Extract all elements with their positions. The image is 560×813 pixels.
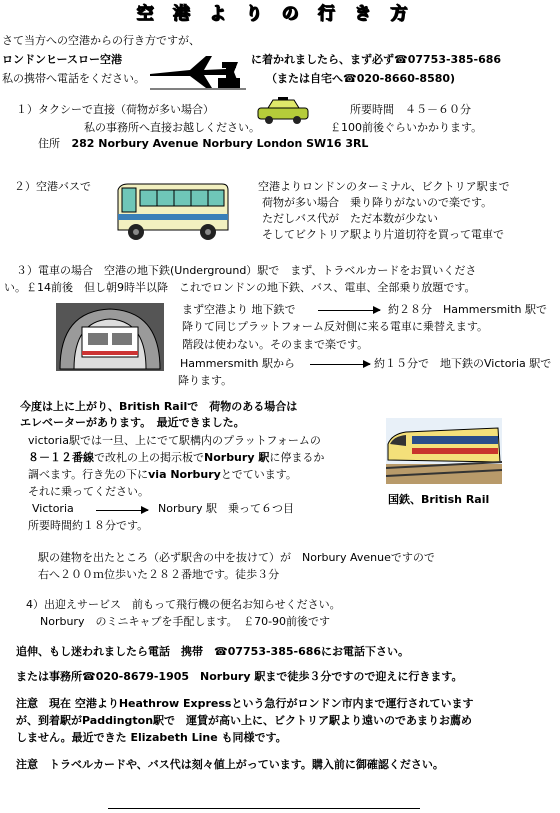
- home-phone-number: 020-8660-8580: [356, 72, 451, 85]
- airplane-icon: [146, 48, 246, 90]
- taxi-direct-text: 私の事務所へ直接お越しください。: [84, 121, 260, 134]
- phone-icon: ☎: [82, 670, 96, 683]
- rail-line-3: victoria駅では一旦、上にでて駅構内のプラットフォームの: [28, 434, 321, 447]
- route-step-5: 降ります。: [178, 374, 233, 387]
- taxi-heading: １）タクシーで直接（荷物が多い場合）: [16, 103, 214, 116]
- note-heathrow-express-3: しません。最近できた Elizabeth Line も同様です。: [16, 731, 287, 744]
- note-heathrow-express-2: が、到着駅がPaddington駅で 運賃が高い上に、ビクトリア駅より遠いのであまりお薦め: [16, 714, 473, 727]
- title-char: り: [245, 4, 263, 24]
- title-char: の: [281, 4, 299, 24]
- bus-icon: [112, 180, 230, 244]
- intro-airport: ロンドンヒースロー空港: [2, 53, 123, 66]
- walk-line-2: 右へ２００ｍ位歩いた２８２番地です。徒歩３分: [38, 568, 280, 581]
- bus-line-1: 空港よりロンドンのターミナル、ビクトリア駅まで: [258, 180, 510, 193]
- bus-line-4: そしてビクトリア駅より片道切符を買って電車で: [262, 228, 504, 241]
- route-step-2: 降りて同じプラットフォーム反対側に来る電車に乗替えます。: [182, 320, 489, 333]
- address-line: [38, 137, 368, 151]
- title-char: 港: [172, 4, 190, 24]
- intro-arrival-text: に着かれましたら、まず必ず☎07753-385-686: [251, 53, 502, 66]
- page-title: [128, 3, 416, 25]
- underground-train-icon: [56, 303, 164, 371]
- train-line-1: ３）電車の場合 空港の地下鉄(Underground）駅で まず、トラベルカードをお買いくださ: [16, 264, 477, 277]
- intro-home-text: （または自宅へ☎020-8660-8580): [266, 72, 456, 85]
- phone-icon: ☎: [394, 53, 408, 66]
- route-step-4b: 約１５分で 地下鉄のVictoria 駅で: [374, 357, 552, 370]
- title-char: き: [354, 4, 372, 24]
- taxi-time: 所要時間 ４５－６０分: [350, 103, 471, 116]
- title-char: 行: [317, 4, 335, 24]
- route-step-1b: 約２８分 Hammersmith 駅で: [388, 303, 548, 316]
- british-rail-caption: 国鉄、British Rail: [388, 493, 490, 506]
- intro-line-3: 私の携帯へ電話をください。: [2, 72, 145, 85]
- footer-phone-line: 追伸、もし迷われましたら電話 携帯 ☎07753-385-686にお電話下さい。: [16, 645, 410, 658]
- pickup-line-1: 4）出迎えサービス 前もって飛行機の便名お知らせください。: [26, 598, 341, 611]
- note-heathrow-express-1: 注意 現在 空港よりHeathrow Expressという急行がロンドン市内まで運行されています: [16, 697, 474, 710]
- british-rail-train-icon: [386, 418, 502, 484]
- phone-icon: ☎: [343, 72, 357, 85]
- taxi-icon: [256, 96, 310, 126]
- address-value: 282 Norbury Avenue Norbury London SW16 3RL: [71, 137, 369, 150]
- bus-heading: ２）空港バスで: [14, 180, 91, 193]
- route-step-3: 階段は使わない。そのままで楽です。: [182, 338, 369, 351]
- rail-line-6: それに乗ってください。: [28, 485, 149, 498]
- title-char: よ: [209, 4, 227, 24]
- bus-line-2: 荷物が多い場合 乗り降りがないので楽です。: [262, 196, 493, 209]
- rail-line-7a: Victoria: [32, 502, 74, 515]
- rail-line-8: 所要時間約１８分です。: [28, 519, 149, 532]
- phone-icon: ☎: [214, 645, 228, 658]
- rail-line-4: ８－１２番線で改札の上の掲示板でNorbury 駅に停まるか: [28, 451, 325, 464]
- rail-line-7b: Norbury 駅 乗って６つ目: [158, 502, 294, 515]
- route-step-1a: まず空港より 地下鉄で: [182, 303, 296, 316]
- title-char: 方: [390, 4, 408, 24]
- title-char: 空: [136, 4, 154, 24]
- route-step-4a: Hammersmith 駅から: [180, 357, 296, 370]
- note-travelcard: 注意 トラベルカードや、バス代は刻々値上がっています。購入前に御確認ください。: [16, 758, 444, 771]
- intro-line-1: さて当方への空港からの行き方ですが、: [2, 34, 200, 47]
- rail-line-1: 今度は上に上がり、British Railで 荷物のある場合は: [20, 400, 298, 413]
- bottom-rule: [108, 808, 420, 809]
- route-arrow: [310, 364, 370, 365]
- pickup-line-2: Norbury のミニキャブを手配します。 ￡70-90前後です: [40, 615, 331, 628]
- footer-office-line: または事務所☎020-8679-1905 Norbury 駅まで徒歩３分ですので迎えに行きます。: [16, 670, 463, 683]
- route-arrow: [318, 310, 380, 311]
- rail-line-5: 調べます。行き先の下にvia Norburyとでています。: [28, 468, 297, 481]
- bus-line-3: ただしバス代が ただ本数が少ない: [262, 212, 438, 225]
- mobile-phone-number: 07753-385-686: [407, 53, 502, 66]
- route-arrow: [96, 510, 148, 511]
- train-line-2: い。￡14前後 但し朝9時半以降 これでロンドンの地下鉄、バス、電車、全部乗り放題です。: [4, 281, 476, 294]
- walk-line-1: 駅の建物を出たところ（必ず駅舎の中を抜けて）が Norbury Avenueですので: [38, 551, 435, 564]
- address-label: 住所: [38, 137, 60, 150]
- taxi-price: ￡100前後ぐらいかかります。: [330, 121, 483, 134]
- rail-line-2: エレベーターがあります。 最近できました。: [20, 416, 245, 429]
